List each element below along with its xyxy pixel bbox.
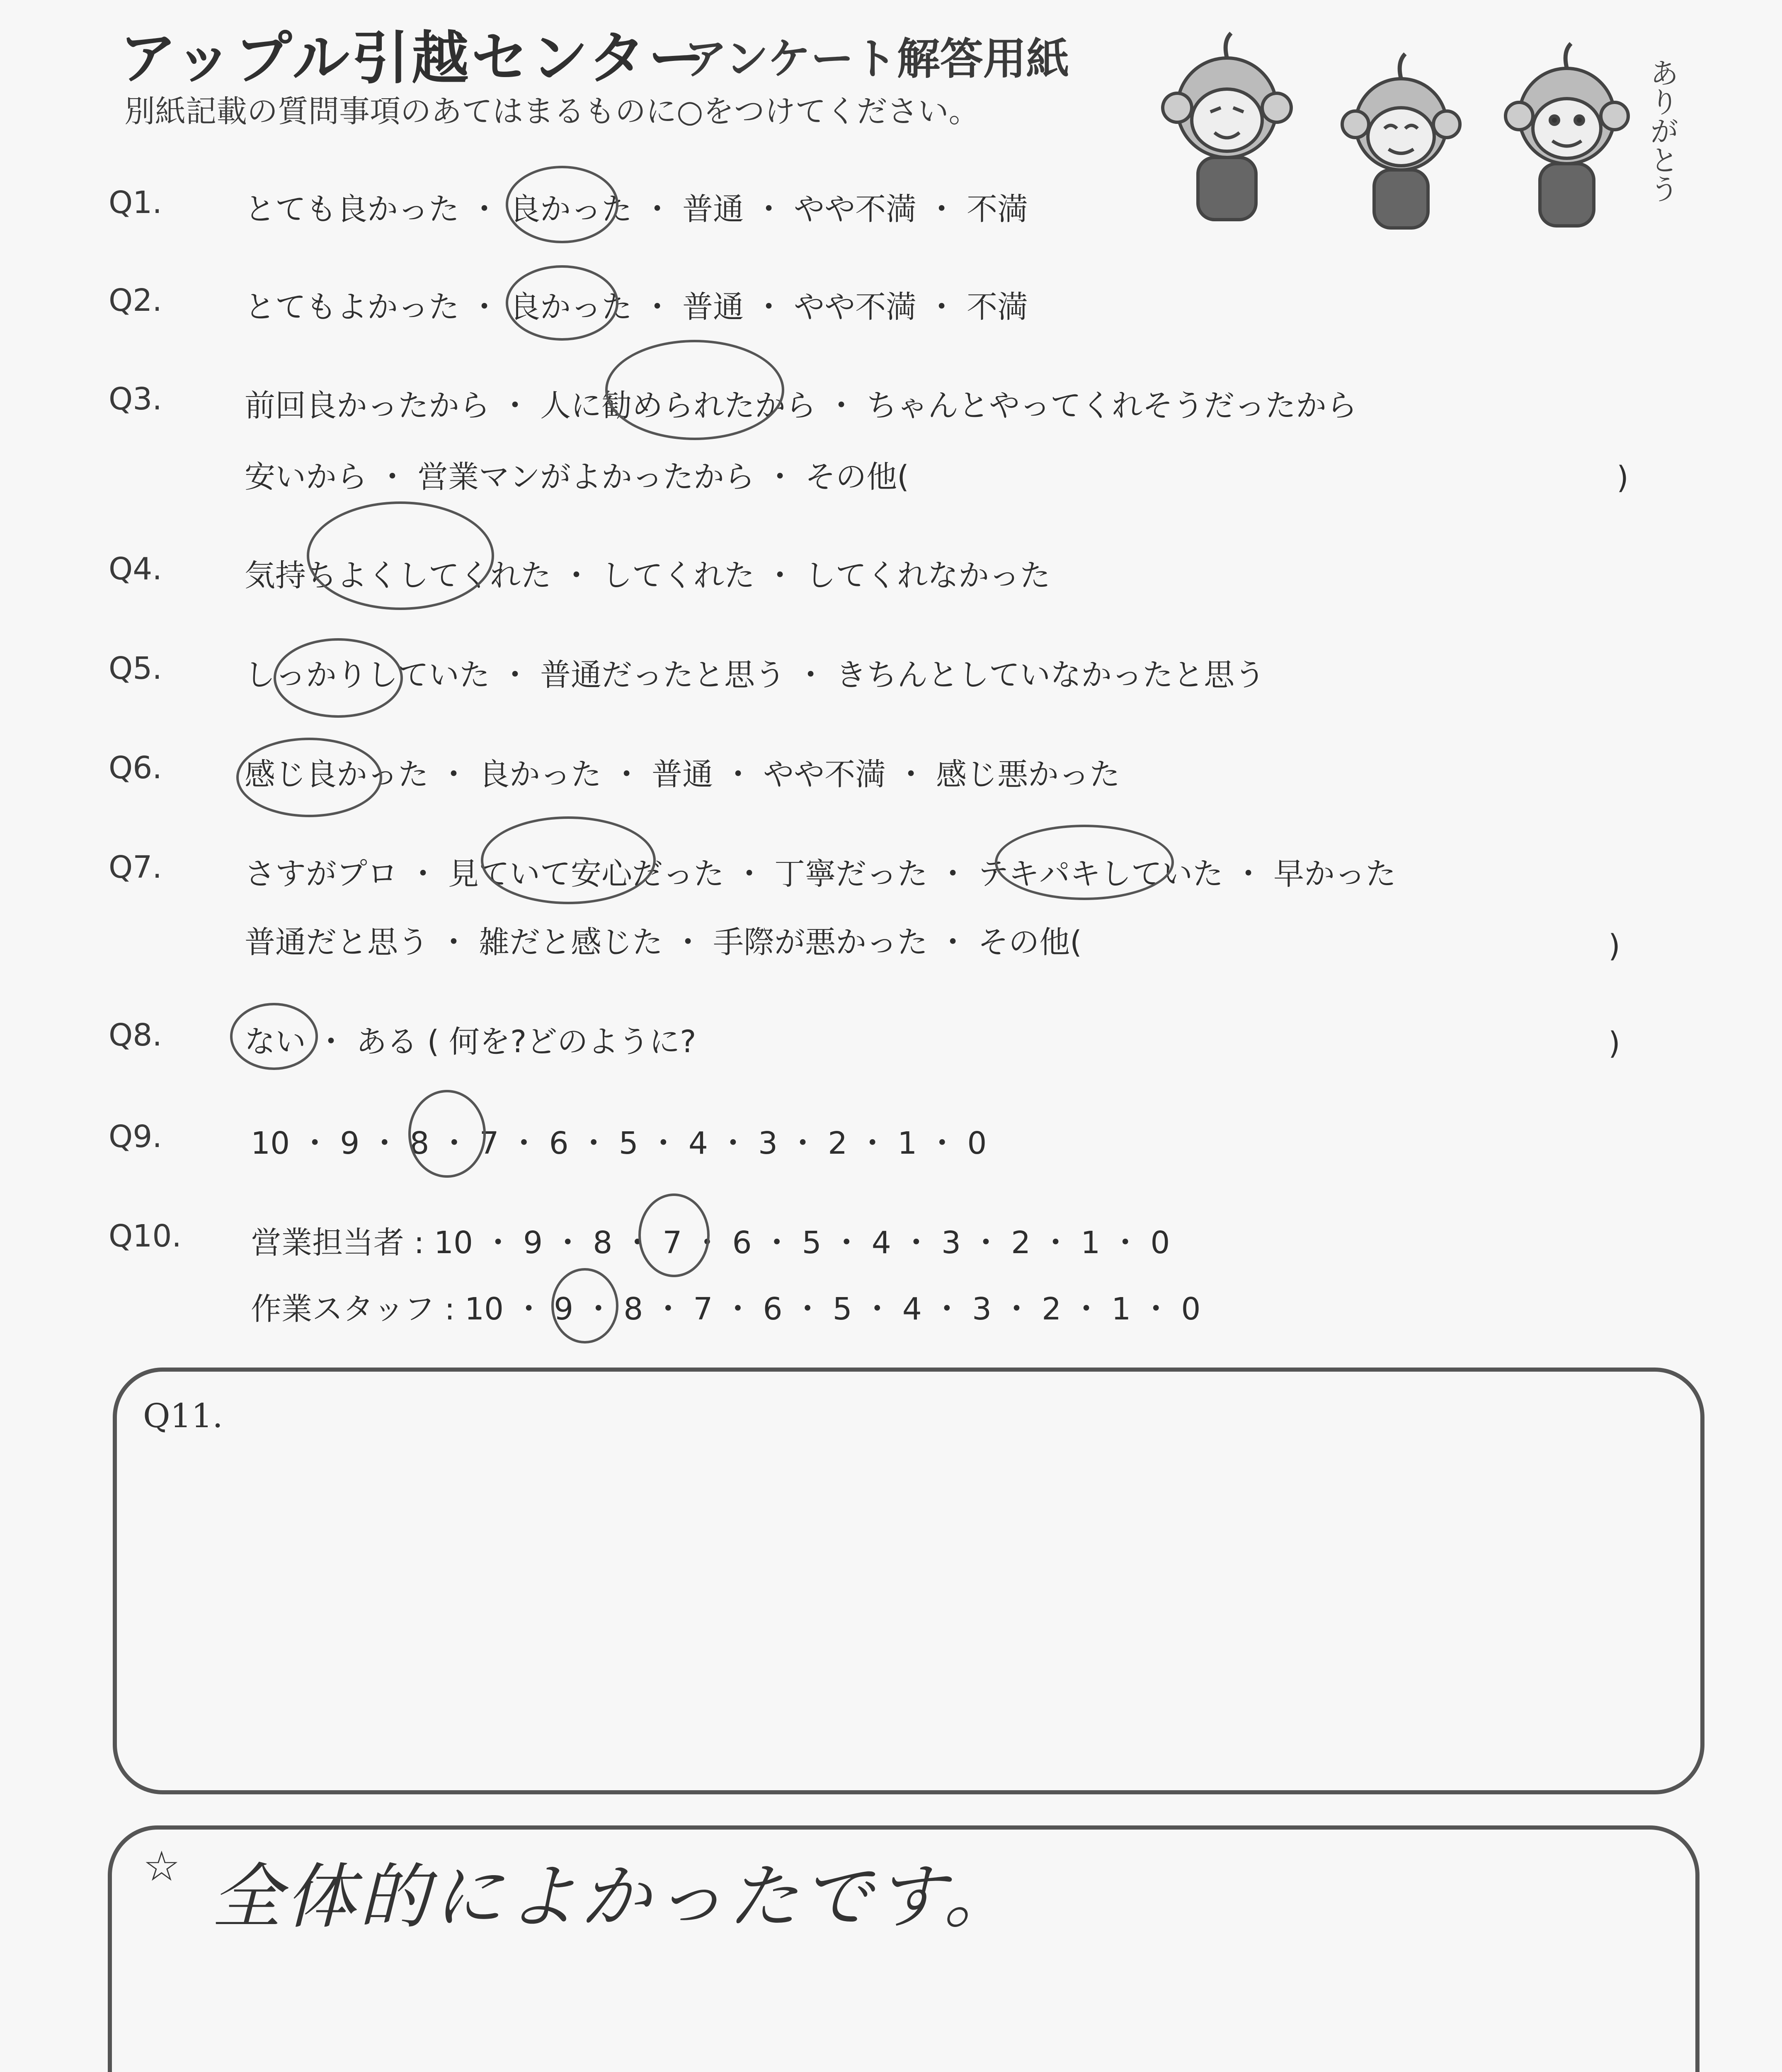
q8-label: Q8. [109,1017,162,1053]
q6-label: Q6. [109,750,162,786]
q7-label: Q7. [109,850,162,885]
q9-label: Q9. [109,1119,162,1155]
answer-circle [506,265,618,341]
mascot-illustration [1152,25,1700,240]
q7-options-line1: さすがプロ ・ 見ていて安心だった ・ 丁寧だった ・ テキパキしていた ・ 早かった [245,856,1397,892]
instruction-text: 別紙記載の質問事項のあてはまるものに○をつけてください。 [124,94,979,129]
form-title: アップル引越センター [119,25,708,92]
q3-options-line1: 前回良かったから ・ 人に勧められたから ・ ちゃんとやってくれそうだったから [245,388,1358,424]
answer-circle [638,1193,710,1277]
q2-label: Q2. [109,283,162,318]
q7-close-paren: ) [1608,928,1620,964]
q5-options: しっかりしていた ・ 普通だったと思う ・ きちんとしていなかったと思う [245,657,1266,693]
q7-options-line2: 普通だと思う ・ 雑だと感じた ・ 手際が悪かった ・ その他( [245,925,1082,960]
answer-circle [481,816,656,904]
answer-circle [307,501,494,610]
q5-label: Q5. [109,651,162,686]
q11-label: Q11. [143,1397,223,1435]
answer-circle [236,738,382,817]
q11-answer-box [113,1368,1704,1794]
answer-circle [605,340,784,440]
answer-circle [230,1003,318,1070]
q8-options: ない ・ ある ( 何を?どのように? [245,1024,696,1060]
answer-circle [995,825,1174,900]
q2-options: とてもよかった ・ 良かった ・ 普通 ・ やや不満 ・ 不満 [245,289,1028,325]
q3-options-line2: 安いから ・ 営業マンがよかったから ・ その他( [245,459,909,495]
q10-staff-options: 作業スタッフ : 10 ・ 9 ・ 8 ・ 7 ・ 6 ・ 5 ・ 4 ・ 3 ・ 2 ・ 1 ・ 0 [251,1291,1201,1327]
q1-label: Q1. [109,185,162,220]
answer-circle [506,166,618,243]
q4-options: 気持ちよくしてくれた ・ してくれた ・ してくれなかった [245,558,1051,593]
q10-label: Q10. [109,1218,182,1254]
answer-circle [551,1268,618,1343]
handwritten-comment: 全体的によかったです。 [211,1856,1018,1938]
star-icon: ☆ [143,1842,180,1890]
q10-sales-options: 営業担当者 : 10 ・ 9 ・ 8 ・ 7 ・ 6 ・ 5 ・ 4 ・ 3 ・ 2 ・ 1 ・ 0 [251,1225,1170,1261]
q3-close-paren: ) [1617,460,1629,496]
answer-circle [408,1090,486,1178]
q9-options: 10 ・ 9 ・ 8 ・ 7 ・ 6 ・ 5 ・ 4 ・ 3 ・ 2 ・ 1 ・ 0 [251,1126,987,1161]
q6-options: 感じ良かった ・ 良かった ・ 普通 ・ やや不満 ・ 感じ悪かった [245,757,1120,792]
q4-label: Q4. [109,551,162,587]
answer-circle [274,638,403,718]
mascot-text: ありがとう [1645,58,1679,203]
form-subtitle: アンケート解答用紙 [684,34,1069,84]
q1-options: とても良かった ・ 良かった ・ 普通 ・ やや不満 ・ 不満 [245,191,1028,227]
q3-label: Q3. [109,381,162,417]
q8-close-paren: ) [1608,1026,1620,1061]
